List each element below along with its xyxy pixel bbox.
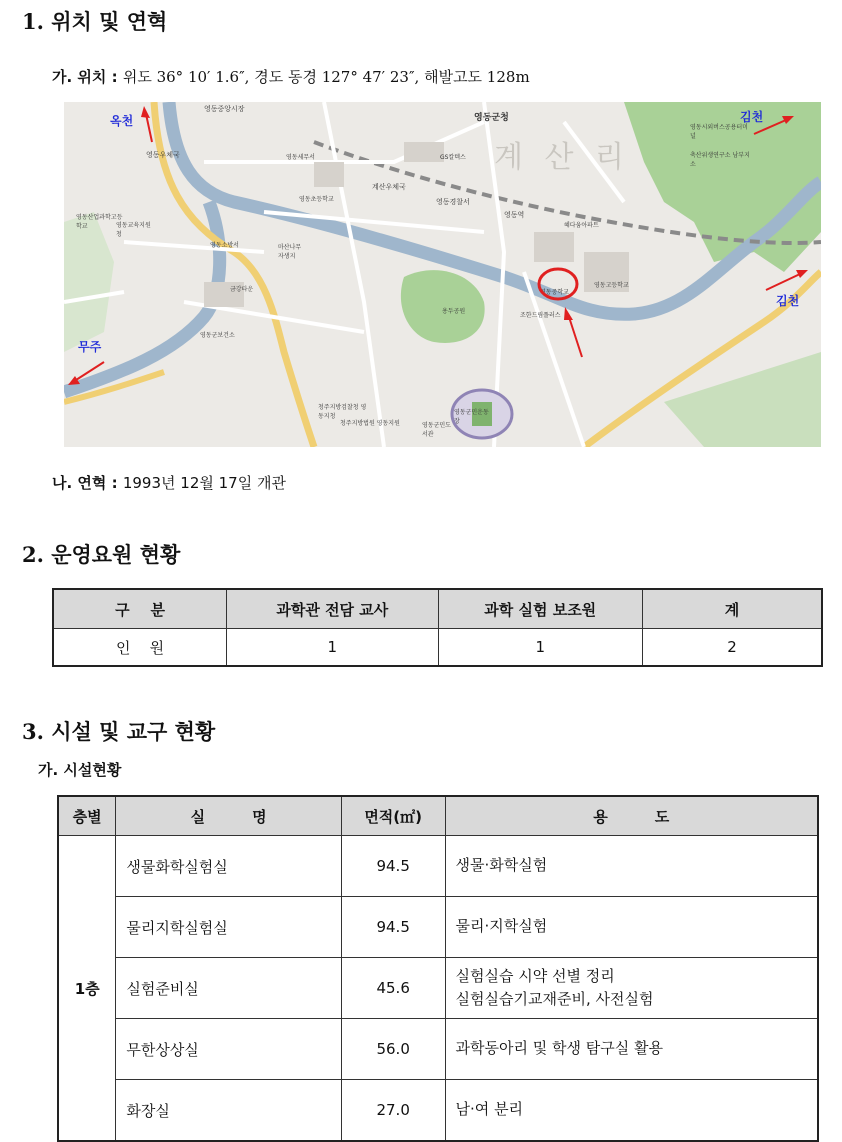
- facility-area: 27.0: [341, 1080, 445, 1142]
- map-district-label: 계 산 리: [494, 140, 631, 175]
- school-pointer-arrow: [569, 317, 582, 357]
- staff-cell-assistant: 1: [438, 629, 642, 667]
- arrow-muju: [76, 362, 104, 380]
- map-label-police: 영동경찰서: [436, 198, 470, 206]
- section3-subtitle: 가. 시설현황: [38, 761, 122, 779]
- facility-table-header-row: [58, 796, 818, 836]
- map-label-market: 영동중앙시장: [204, 105, 245, 113]
- map-label-library: 영동군민도서관: [422, 422, 451, 438]
- arrow-gimcheon-e: [766, 274, 800, 290]
- table-row: [53, 629, 822, 667]
- facility-header-floor: 층별: [58, 796, 116, 836]
- facility-name: 물리지학실험실: [116, 897, 341, 958]
- map-label-court: 청주지방법원 영동지원: [340, 420, 400, 427]
- staff-cell-teacher: 1: [227, 629, 438, 667]
- table-row: [58, 958, 818, 1019]
- section2-title: 2. 운영요원 현황: [22, 542, 181, 567]
- staff-table-header-row: [53, 589, 822, 629]
- map-label-tax-office: 영동세무서: [286, 154, 315, 161]
- map-label-fire: 영동소방서: [210, 242, 239, 249]
- facility-header-area: 면적(㎡): [341, 796, 445, 836]
- direction-label-gimcheon-ne: 김천: [740, 110, 764, 124]
- facility-name: 생물화학실험실: [116, 836, 341, 897]
- facility-table: [57, 795, 819, 1142]
- map-label-maple: 마산나무 자생지: [278, 244, 302, 260]
- section3-title: 3. 시설 및 교구 현황: [22, 719, 216, 744]
- map-label-agri-center: 축산위생연구소 남부지소: [690, 152, 750, 168]
- section1-title: 1. 위치 및 연혁: [22, 9, 168, 34]
- map-label-apartment: 혜다움아파트: [564, 222, 599, 229]
- facility-header-use: 용 도: [445, 796, 818, 836]
- facility-use: 물리·지학실험: [445, 897, 818, 958]
- map-label-coffee: 조한드림플러스: [520, 312, 561, 319]
- map-label-post-office: 영동우체국: [146, 151, 180, 159]
- staff-header-category: 구 분: [53, 589, 227, 629]
- facility-name: 무한상상실: [116, 1019, 341, 1080]
- map-label-gs: GS칼텍스: [440, 154, 466, 161]
- map-label-terminal: 영동시외버스공용터미널: [690, 124, 748, 140]
- map-label-park: 용두공원: [442, 308, 466, 315]
- location-line: [52, 66, 530, 87]
- history-label: 나. 연혁 :: [52, 474, 123, 492]
- arrow-okcheon: [146, 114, 152, 142]
- facility-area: 94.5: [341, 897, 445, 958]
- school-marker: [64, 102, 821, 447]
- table-row: [58, 897, 818, 958]
- map-label-prosecutor: 청주지방검찰청 영동지청: [318, 404, 367, 420]
- direction-label-muju: 무주: [78, 340, 102, 354]
- staff-header-total: 계: [642, 589, 822, 629]
- facility-name: 실험준비실: [116, 958, 341, 1019]
- table-row: [58, 1080, 818, 1142]
- location-label: 가. 위치 :: [52, 68, 123, 86]
- facility-header-name: 실 명: [116, 796, 341, 836]
- staff-header-teacher: 과학관 전담 교사: [227, 589, 438, 629]
- facility-use: 과학동아리 및 학생 탐구실 활용: [445, 1019, 818, 1080]
- history-text: 1993년 12월 17일 개관: [122, 474, 286, 492]
- facility-use: 남·여 분리: [445, 1080, 818, 1142]
- map-label-education-office: 영동교육지원청: [116, 222, 151, 238]
- history-line: [52, 472, 286, 493]
- staff-cell-category: 인 원: [53, 629, 227, 667]
- direction-label-gimcheon-e: 김천: [776, 294, 800, 308]
- school-circle-marker: [539, 269, 577, 299]
- map-label-middle-school: 영동중학교: [540, 289, 569, 296]
- map-label-station: 영동역: [504, 211, 525, 219]
- staff-cell-total: 2: [642, 629, 822, 667]
- map-label-elementary: 영동초등학교: [299, 196, 334, 203]
- facility-area: 56.0: [341, 1019, 445, 1080]
- facility-use-line: 실험실습 시약 선별 정리: [455, 966, 615, 985]
- facility-use-line: 실험실습기교재준비, 사전실험: [455, 990, 654, 1008]
- facility-name: 화장실: [116, 1080, 341, 1142]
- map-label-gangnam: 금강타운: [230, 286, 254, 293]
- location-text: 위도 36° 10′ 1.6″, 경도 동경 127° 47′ 23″, 해발고도 128m: [122, 68, 530, 86]
- map-label-county-office: 영동군청: [474, 113, 509, 123]
- facility-use: [445, 958, 818, 1019]
- facility-area: 94.5: [341, 836, 445, 897]
- table-row: [58, 1019, 818, 1080]
- location-map[interactable]: [64, 102, 821, 447]
- map-label-stadium: 영동군민운동장: [454, 409, 489, 425]
- direction-label-okcheon: 옥천: [110, 114, 134, 128]
- staff-table: [52, 588, 823, 667]
- staff-header-assistant: 과학 실험 보조원: [438, 589, 642, 629]
- map-label-health-center: 영동군보건소: [200, 332, 235, 339]
- facility-use: 생물·화학실험: [445, 836, 818, 897]
- facility-area: 45.6: [341, 958, 445, 1019]
- map-label-high-school: 영동고등학교: [594, 282, 629, 289]
- facility-floor-cell: 1층: [58, 836, 116, 1142]
- map-label-gyesan-post: 계산우체국: [372, 183, 406, 191]
- table-row: [58, 836, 818, 897]
- map-label-agri-high: 영동산업과학고등학교: [76, 214, 123, 230]
